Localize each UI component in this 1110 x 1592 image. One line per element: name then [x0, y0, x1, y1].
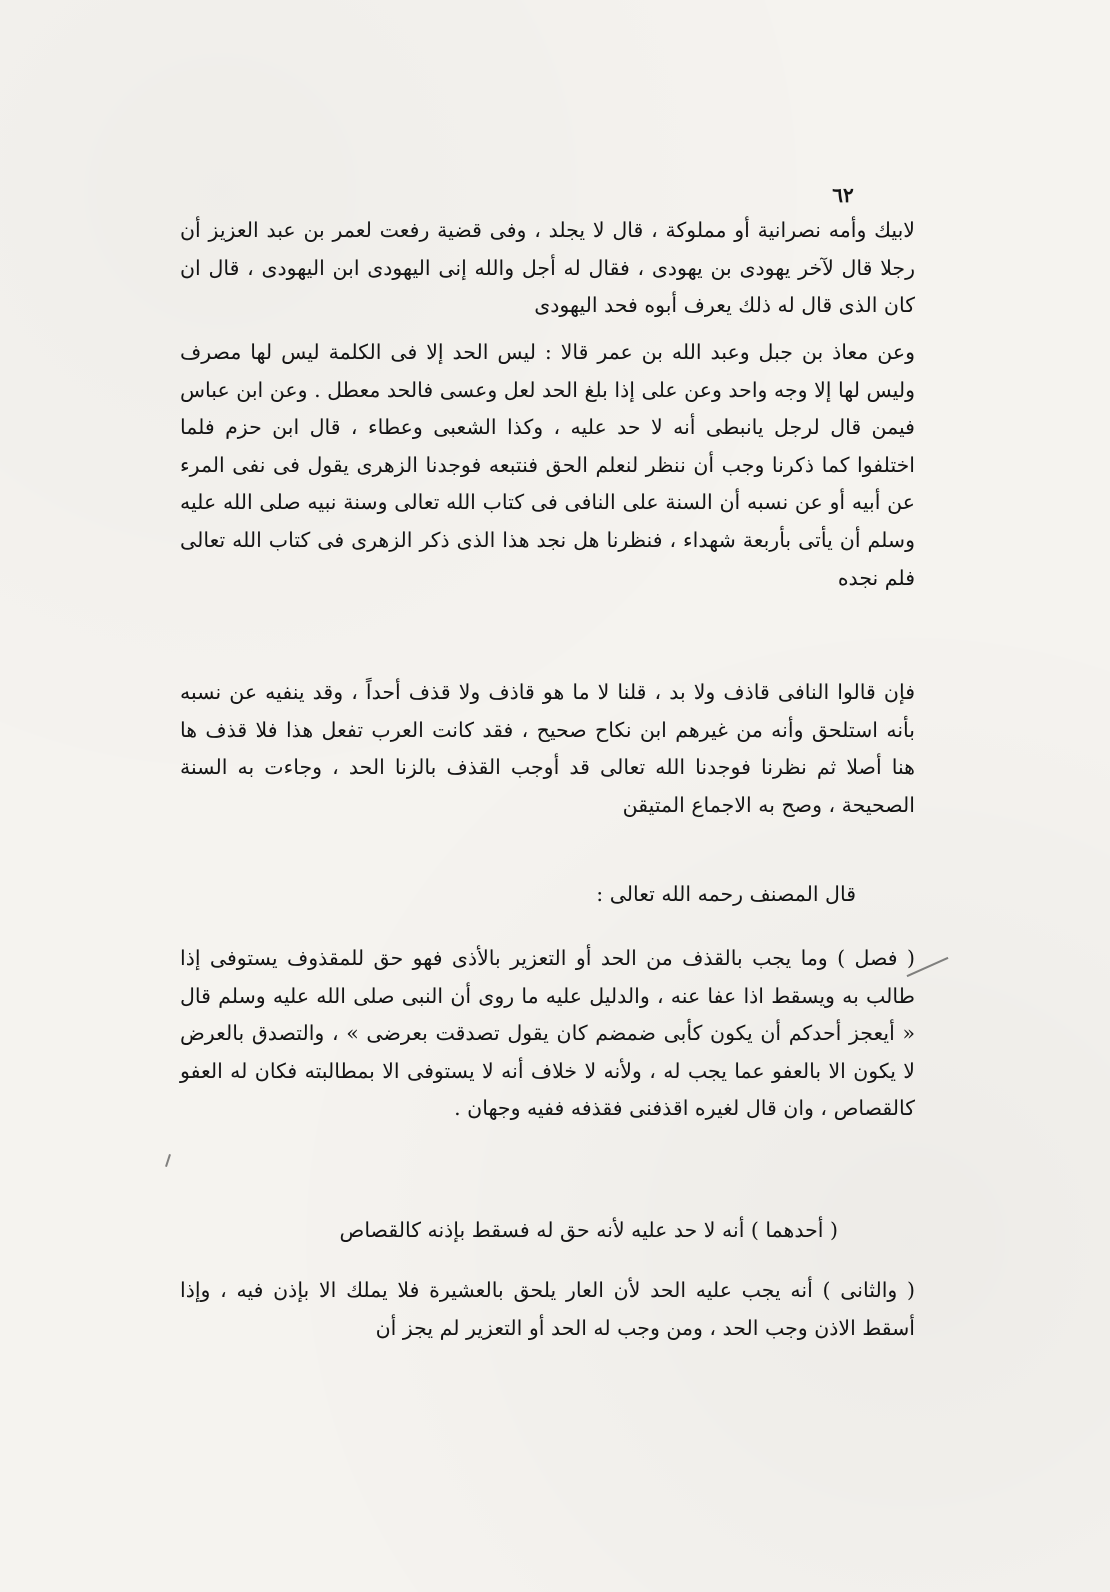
first-opinion-line: ( أحدهما ) أنه لا حد عليه لأنه حق له فسقط بإذنه كالقصاص	[339, 1218, 838, 1242]
paragraph-2: وعن معاذ بن جبل وعبد الله بن عمر قالا : ليس الحد إلا فى الكلمة ليس لها مصرف وليس لها إلا وجه واحد وعن على إذا بلغ الحد لعل وعسى فالحد معطل . وعن ابن عباس فيمن قال لرجل يانبطى أنه لا حد عليه ، وكذا الشعبى وعطاء ، قال ابن حزم فلما اختلفوا كما ذكرنا وجب أن ننظر لنعلم الحق فنتبعه فوجدنا الزهرى يقول فى نفى المرء عن أبيه أو عن نسبه أن السنة على النافى فى كتاب الله تعالى وسنة نبيه صلى الله عليه وسلم أن يأتى بأربعة شهداء ، فنظرنا هل نجد هذا الذى ذكر الزهرى فى كتاب الله تعالى فلم نجده	[180, 340, 915, 590]
page-number: ٦٢	[832, 183, 854, 207]
scholarly-opinions-paragraph	[180, 334, 915, 597]
paragraph-1: لابيك وأمه نصرانية أو مملوكة ، قال لا يجلد ، وفى قضية رفعت لعمر بن عبد العزيز أن رجلا قال لآخر يهودى بن يهودى ، فقال له أجل والله إنى اليهودى ابن اليهودى ، قال ان كان الذى قال له ذلك يعرف أبوه فحد اليهودى	[180, 218, 915, 318]
section-heading: قال المصنف رحمه الله تعالى :	[596, 882, 856, 906]
second-opinion-line: ( والثانى ) أنه يجب عليه الحد لأن العار يلحق بالعشيرة فلا يملك الا بإذن فيه ، وإذا أسقط الاذن وجب الحد ، ومن وجب له الحد أو التعزير لم يجز أن	[180, 1278, 915, 1340]
opening-paragraph	[180, 212, 915, 325]
section-body: ( فصل ) وما يجب بالقذف من الحد أو التعزير بالأذى فهو حق للمقذوف يستوفى إذا طالب به ويسقط اذا عفا عنه ، والدليل عليه ما روى أن النبى صلى الله عليه وسلم قال « أيعجز أحدكم أن يكون كأبى ضمضم كان يقول تصدقت بعرضى » ، والتصدق بالعرض لا يكون الا بالعفو عما يجب له ، ولأنه لا خلاف أنه لا يستوفى الا بمطالبته فكان له العفو كالقصاص ، وان قال لغيره اقذفنى فقذفه ففيه وجهان .	[180, 946, 915, 1121]
rebuttal-paragraph	[180, 674, 915, 824]
paragraph-3: فإن قالوا النافى قاذف ولا بد ، قلنا لا ما هو قاذف ولا قذف أحداً ، وقد ينفيه عن نسبه بأنه استلحق وأنه من غيرهم ابن نكاح صحيح ، فقد كانت العرب تفعل هذا فلا قذف ها هنا أصلا ثم نظرنا فوجدنا الله تعالى قد أوجب القذف بالزنا الحد ، وجاءت به السنة الصحيحة ، وصح به الاجماع المتيقن	[180, 680, 915, 817]
section-paragraph	[180, 940, 915, 1128]
margin-mark	[165, 1154, 171, 1167]
